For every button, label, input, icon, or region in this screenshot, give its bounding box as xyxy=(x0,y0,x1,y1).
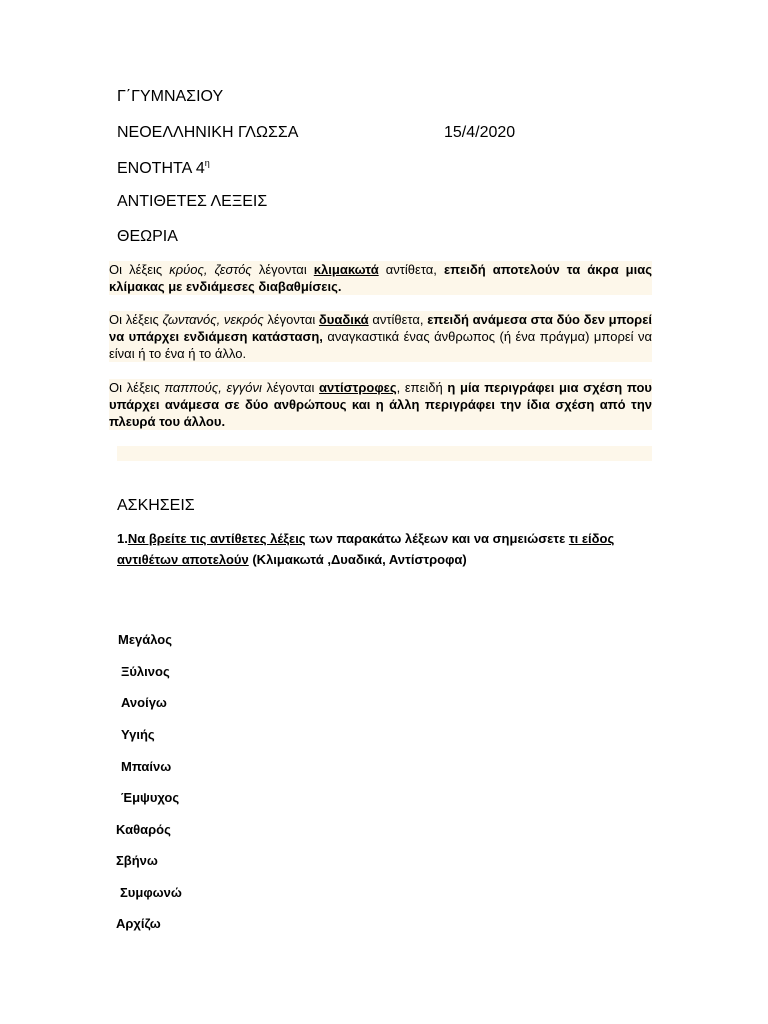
q1-instruction-a: Να βρείτε τις αντίθετες λέξεις xyxy=(127,531,306,546)
topic-title: ΑΝΤΙΘΕΤΕΣ ΛΕΞΕΙΣ xyxy=(117,193,268,210)
exercise-word: Συμφωνώ xyxy=(120,885,182,900)
date-label: 15/4/2020 xyxy=(444,124,516,141)
p1-term: κλιμακωτά xyxy=(313,262,379,277)
p1-text-b: λέγονται xyxy=(251,262,314,277)
p3-text-c: , επειδή xyxy=(396,380,448,395)
exercise-word: Υγιής xyxy=(121,727,155,742)
exercise-word: Καθαρός xyxy=(116,822,171,837)
exercise-question-1 xyxy=(117,528,637,570)
p2-text-c: αντίθετα, xyxy=(368,312,428,327)
p1-text-c: αντίθετα, xyxy=(378,262,444,277)
q1-instruction-b: τι είδος αντιθέτων αποτελούν xyxy=(117,531,615,567)
p1-example-words: κρύος, ζεστός xyxy=(169,262,252,277)
exercise-word: Σβήνω xyxy=(116,853,158,868)
exercise-word: Ανοίγω xyxy=(121,695,167,710)
p3-reason: η μία περιγράφει μια σχέση που υπάρχει ανάμεσα σε δύο ανθρώπους και η άλλη περιγράφει την ίδια σχέση από την πλευρά του άλλου. xyxy=(109,380,653,429)
p2-example-words: ζωντανός, νεκρός xyxy=(162,312,264,327)
p2-term: δυαδικά xyxy=(318,312,369,327)
section-title: ΘΕΩΡΙΑ xyxy=(117,228,178,245)
p1-text-a: Οι λέξεις xyxy=(109,262,170,277)
exercise-word: Αρχίζω xyxy=(116,916,161,931)
q1-text-a: των παρακάτω λέξεων και να σημειώσετε xyxy=(305,531,569,546)
highlight-band xyxy=(117,446,652,461)
q1-text-b: (Κλιμακωτά ,Δυαδικά, Αντίστροφα) xyxy=(248,552,467,567)
p2-text-a: Οι λέξεις xyxy=(109,312,163,327)
p1-reason: επειδή αποτελούν τα άκρα μιας κλίμακας με ενδιάμεσες διαβαθμίσεις. xyxy=(109,262,652,294)
unit-text: ΕΝΟΤΗΤΑ 4 xyxy=(117,160,205,177)
p2-text-d: αναγκαστικά ένας άνθρωπος (ή ένα πράγμα) μπορεί να είναι ή το ένα ή το άλλο. xyxy=(109,329,652,361)
subject-title: ΝΕΟΕΛΛΗΝΙΚΗ ΓΛΩΣΣΑ xyxy=(117,124,299,141)
unit-superscript: η xyxy=(204,158,210,168)
q1-number: 1. xyxy=(117,531,128,546)
theory-paragraph-1 xyxy=(109,261,652,295)
p2-text-b: λέγονται xyxy=(263,312,319,327)
theory-paragraph-3 xyxy=(109,379,652,430)
p2-reason: επειδή ανάμεσα στα δύο δεν μπορεί να υπάρχει ενδιάμεση κατάσταση, xyxy=(109,312,652,344)
unit-label xyxy=(117,158,210,178)
exercise-word: Έμψυχος xyxy=(121,790,180,805)
p3-term: αντίστροφες xyxy=(319,380,397,395)
exercises-title: ΑΣΚΗΣΕΙΣ xyxy=(117,497,195,514)
theory-paragraph-2 xyxy=(109,311,652,362)
exercise-word: Μπαίνω xyxy=(121,759,172,774)
class-label: Γ΄ΓΥΜΝΑΣΙΟΥ xyxy=(117,88,224,105)
exercise-word: Ξύλινος xyxy=(121,664,170,679)
p3-text-a: Οι λέξεις xyxy=(109,380,165,395)
p3-example-words: παππούς, εγγόνι xyxy=(164,380,262,395)
exercise-word: Μεγάλος xyxy=(118,632,172,647)
p3-text-b: λέγονται xyxy=(261,380,320,395)
